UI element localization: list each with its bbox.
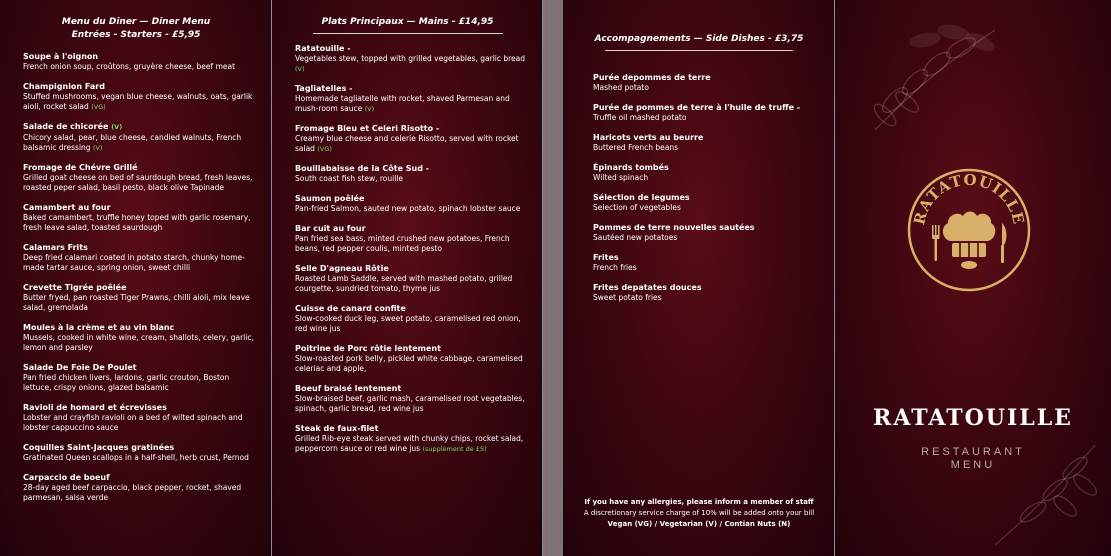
dish-description <box>23 92 258 112</box>
dish-name-text: Salade de chicorée <box>23 122 109 131</box>
dish-description <box>295 234 529 254</box>
dish-name <box>593 222 821 233</box>
dish-name <box>23 242 258 253</box>
menu-item <box>295 43 529 74</box>
dish-name <box>295 263 529 274</box>
dish-description-text: French fries <box>593 263 637 272</box>
dish-description-text: French onion soup, croûtons, gruyère cheese, beef meat <box>23 62 236 71</box>
dish-description <box>23 483 258 503</box>
dish-description <box>23 62 258 72</box>
menu-item <box>23 121 258 153</box>
dish-description <box>593 263 821 273</box>
menu-item <box>295 193 529 214</box>
menu-item <box>593 282 821 303</box>
menu-item <box>23 242 258 273</box>
menu-panel-starters <box>0 0 272 556</box>
dish-name <box>295 123 529 134</box>
menu-item <box>23 51 258 72</box>
dish-name-text: Épinards tombés <box>593 163 669 172</box>
menu-item <box>593 192 821 213</box>
dish-name-text: Haricots verts au beurre <box>593 133 704 142</box>
dish-name <box>593 132 821 143</box>
dish-name-text: Saumon poêlée <box>295 194 365 203</box>
dish-name <box>23 322 258 333</box>
dish-name <box>295 343 529 354</box>
dish-description-text: Sweet potato fries <box>593 293 662 302</box>
svg-text:RATATOUILLE: RATATOUILLE <box>910 170 1028 227</box>
dish-description <box>23 213 258 233</box>
dish-name-text: Selle D'agneau Rôtie <box>295 264 389 273</box>
dish-name-text: Fromage de Chévre Grillé <box>23 163 138 172</box>
dish-name-text: Cuisse de canard confite <box>295 304 406 313</box>
dish-description-text: Homemade tagliatelle with rocket, shaved Parmesan and mush-room sauce <box>295 94 510 113</box>
menu-item <box>593 72 821 93</box>
dish-name-text: Ratatouille - <box>295 44 351 53</box>
dish-description <box>23 373 258 393</box>
dish-description-text: Pan fried chicken livers, lardons, garlic crouton, Boston lettuce, crispy onions, glazed balsamic <box>23 373 230 392</box>
dish-description <box>593 293 821 303</box>
menu-panel-mains <box>272 0 543 556</box>
dish-description <box>23 333 258 353</box>
menu-item <box>295 263 529 294</box>
menu-item <box>295 163 529 184</box>
menu-item <box>23 81 258 112</box>
dish-name-text: Purée de pommes de terre à l'huile de truffe - <box>593 103 801 112</box>
sides-header: Accompagnements — Side Dishes - £3,75 <box>594 34 804 44</box>
dish-name-text: Bar cuit au four <box>295 224 366 233</box>
dish-name <box>23 282 258 293</box>
dish-description-text: Wilted spinach <box>593 173 649 182</box>
dish-name <box>295 163 529 174</box>
dish-description-text: Sautéed new potatoes <box>593 233 678 242</box>
dish-description <box>593 113 821 123</box>
dish-name-text: Pommes de terre nouvelles sautées <box>593 223 755 232</box>
dish-description-text: Grilled goat cheese on bed of saurdough bread, fresh leaves, roasted peper salad, basil pesto, black olive Tapinade <box>23 173 253 192</box>
menu-item <box>295 83 529 114</box>
dish-name <box>23 472 258 483</box>
dish-name-text: Carpaccio de boeuf <box>23 473 110 482</box>
dish-description-text: Grilled Rib-eye steak served with chunky chips, rocket salad, peppercorn sauce or red wine jus <box>295 434 524 453</box>
menu-item <box>23 322 258 353</box>
dish-description <box>295 274 529 294</box>
dish-name-text: Ravioli de homard et écrevisses <box>23 403 167 412</box>
menu-item <box>593 102 821 123</box>
menu-item <box>23 402 258 433</box>
dish-description-text: Chicory salad, pear, blue cheese, candied walnuts, French balsamic dressing <box>23 133 242 152</box>
sides-header-rule <box>605 50 793 51</box>
dish-description <box>295 434 529 454</box>
chef-hat-icon <box>943 212 995 270</box>
dish-description <box>23 453 258 463</box>
dish-description <box>23 133 258 153</box>
dish-name <box>593 72 821 83</box>
page-gutter <box>543 0 563 556</box>
dish-name-text: Calamars Frits <box>23 243 88 252</box>
dish-description-text: Truffle oil mashed potato <box>593 113 687 122</box>
dish-name <box>23 362 258 373</box>
dish-description <box>593 233 821 243</box>
dish-name <box>593 192 821 203</box>
dish-name <box>23 402 258 413</box>
dish-description <box>593 173 821 183</box>
menu-item <box>23 162 258 193</box>
dish-name <box>593 102 821 113</box>
starters-header-line2: Entrées - Starters - £5,95 <box>71 30 201 40</box>
menu-item <box>23 472 258 503</box>
dish-name-text: Bouillabaisse de la Côte Sud - <box>295 164 430 173</box>
dish-description-text: Slow-roasted pork belly, pickled white cabbage, caramelised celeriac and apple, <box>295 354 523 373</box>
dish-name-text: Steak de faux-filet <box>295 424 379 433</box>
menu-item <box>295 343 529 374</box>
dish-name <box>295 83 529 94</box>
dish-description-text: Baked camambert, truffle honey toped with garlic rosemary, fresh leave salad, toasted saurdough <box>23 213 251 232</box>
dish-description <box>23 413 258 433</box>
menu-item <box>295 303 529 334</box>
mains-header: Plats Principaux — Mains - £14,95 <box>321 17 494 27</box>
sides-list <box>563 72 835 303</box>
dish-name <box>295 223 529 234</box>
dish-description <box>23 293 258 313</box>
dietary-tag: (V) <box>111 123 123 131</box>
dish-name-text: Poitrine de Porc rôtie lentement <box>295 344 441 353</box>
menu-panel-sides <box>563 0 835 556</box>
dietary-tag: (V) <box>364 105 375 113</box>
menu-item <box>593 222 821 243</box>
dish-name <box>23 442 258 453</box>
dish-name-text: Soupe à l'oignon <box>23 52 99 61</box>
dish-name-text: Moules à la crème et au vin blanc <box>23 323 175 332</box>
dish-name <box>295 193 529 204</box>
dish-description-text: South coast fish stew, rouille <box>295 174 403 183</box>
allergy-footnote: If you have any allergies, please inform a member of staff A discretionary service charge of 10% will be added onto your bill Vegan (VG) / Vegetarian (V) / Contian Nuts (N) <box>583 498 815 528</box>
starters-list <box>0 51 272 503</box>
dish-name <box>23 162 258 173</box>
menu-item <box>23 202 258 233</box>
brand-subtitle: RESTAURANT MENU <box>921 446 1025 471</box>
dish-name-text: Fromage Bleu et Celeri Risotto - <box>295 124 440 133</box>
menu-item <box>295 223 529 254</box>
dish-name-text: Camambert au four <box>23 203 111 212</box>
dish-description-text: Slow-braised beef, garlic mash, caramelised root vegetables, spinach, garlic bread, red wine jus <box>295 394 525 413</box>
dish-description-text: 28-day aged beef carpaccio, black pepper, rocket, shaved parmesan, salsa verde <box>23 483 242 502</box>
dish-name-text: Frites <box>593 253 619 262</box>
dish-description-text: Pan-fried Salmon, sauted new potato, spinach lobster sauce <box>295 204 521 213</box>
menu-item <box>593 132 821 153</box>
menu-item <box>23 362 258 393</box>
dish-name-text: Salade De Foie De Poulet <box>23 363 137 372</box>
dish-name-text: Purée depommes de terre <box>593 73 711 82</box>
dish-description-text: Selection of vegetables <box>593 203 681 212</box>
menu-item <box>295 383 529 414</box>
fork-icon <box>932 225 940 261</box>
dish-name-text: Champignion Fard <box>23 82 105 91</box>
dish-description-text: Lobster and crayfish ravioli on a bed of wilted spinach and lobster cappuccino sauce <box>23 413 243 432</box>
dish-description-text: Slow-cooked duck leg, sweet potato, caramelised red onion, red wine jus <box>295 314 521 333</box>
dish-name <box>23 81 258 92</box>
dish-description <box>295 204 529 214</box>
dish-description-text: Butter fryed, pan roasted Tiger Prawns, chilli aioli, mix leave salad, gremolada <box>23 293 250 312</box>
dish-description <box>593 203 821 213</box>
dietary-tag: (VG) <box>91 103 106 111</box>
dish-description-text: Mashed potato <box>593 83 649 92</box>
dish-description <box>295 174 529 184</box>
ratatouille-emblem <box>904 165 1034 295</box>
dish-description-text: Pan fried sea bass, minted crushed new potatoes, French beans, red pepper coulis, minted pesto <box>295 234 510 253</box>
dish-name-text: Frites depatates douces <box>593 283 702 292</box>
dish-name <box>295 303 529 314</box>
dish-description-text: Buttered French beans <box>593 143 679 152</box>
dish-name <box>295 383 529 394</box>
dish-description <box>593 143 821 153</box>
dish-description <box>295 314 529 334</box>
dish-name <box>23 202 258 213</box>
leaf-branch-icon <box>865 20 1005 140</box>
dish-name <box>593 252 821 263</box>
dish-description <box>23 253 258 273</box>
menu-item <box>295 123 529 154</box>
menu-item <box>593 162 821 183</box>
dish-description-text: Stuffed mushrooms, vegan blue cheese, walnuts, oats, garlik aioli, rocket salad <box>23 92 253 111</box>
dietary-tag: (VG) <box>317 145 332 153</box>
dish-description <box>23 173 258 193</box>
dish-name-text: Sélection de legumes <box>593 193 690 202</box>
dish-description-text: Vegetables stew, topped with grilled vegetables, garlic bread <box>295 54 526 63</box>
dish-name <box>23 121 258 133</box>
dish-name <box>23 51 258 62</box>
dietary-tag: (V) <box>92 144 103 152</box>
dish-name-text: Boeuf braisé lentement <box>295 384 402 393</box>
dish-description-text: Roasted Lamb Saddle, served with mashed potato, grilled courgette, sundried tomato, thyme jus <box>295 274 513 293</box>
dish-description-text: Mussels, cooked in white wine, cream, shallots, celery, garlic, lemon and parsley <box>23 333 254 352</box>
brand-title: RATATOUILLE <box>873 405 1073 431</box>
menu-cover <box>835 0 1111 556</box>
dish-description <box>295 134 529 154</box>
menu-item <box>295 423 529 454</box>
starters-header-line1: Menu du Diner — Diner Menu <box>61 17 211 27</box>
leaf-branch-icon <box>985 440 1105 550</box>
dish-name <box>295 43 529 54</box>
mains-header-rule <box>313 33 503 34</box>
dish-description <box>295 394 529 414</box>
dish-description <box>295 54 529 74</box>
menu-item <box>23 282 258 313</box>
dish-description-text: Creamy blue cheese and celerie Risotto, served with rocket salad <box>295 134 519 153</box>
dish-description <box>593 83 821 93</box>
dish-name-text: Coquilles Saint-Jacques gratinées <box>23 443 175 452</box>
menu-item <box>23 442 258 463</box>
dish-description <box>295 354 529 374</box>
dietary-tag: (V) <box>295 65 305 73</box>
dish-description-text: Gratinated Queen scallops in a half-shell, herb crust, Pernod <box>23 453 249 462</box>
dish-description-text: Deep fried calamari coated in potato starch, chunky home-made tartar sauce, spring onion, sweet chilli <box>23 253 245 272</box>
menu-item <box>593 252 821 273</box>
dietary-tag: (supplément de £5) <box>422 445 487 453</box>
dish-name <box>295 423 529 434</box>
dish-name <box>593 282 821 293</box>
dish-name-text: Tagliatelles - <box>295 84 353 93</box>
mains-list <box>272 43 543 454</box>
dish-description <box>295 94 529 114</box>
dish-name <box>593 162 821 173</box>
dish-name-text: Crevette Tigrée poêlée <box>23 283 127 292</box>
knife-icon <box>1001 223 1006 263</box>
